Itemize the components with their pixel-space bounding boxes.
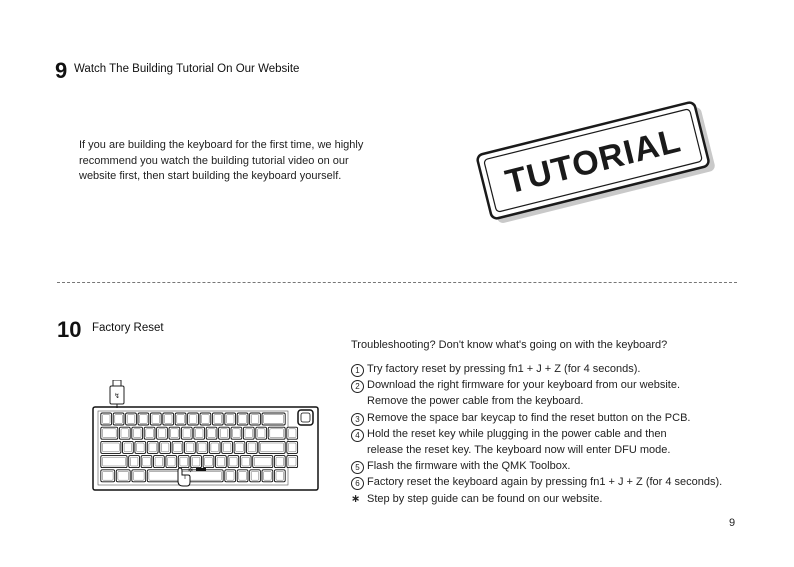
step-number-1: 1 [351, 364, 364, 377]
step-text: Factory reset the keyboard again by pressing fn1 + J + Z (for 4 seconds). [367, 476, 723, 489]
usb-cable-icon [110, 380, 124, 408]
step-number-5: 5 [351, 461, 364, 474]
paragraph-line: If you are building the keyboard for the first time, we highly [79, 139, 364, 151]
section-10-number: 10 [57, 317, 82, 342]
step-text: Try factory reset by pressing fn1 + J + Z (for 4 seconds). [367, 363, 641, 375]
step-item [351, 426, 722, 442]
section-10-title: Factory Reset [92, 322, 164, 334]
step-number-6: 6 [351, 477, 364, 490]
step-text-continued: release the reset key. The keyboard now will enter DFU mode. [367, 444, 671, 457]
svg-text:↯: ↯ [114, 392, 120, 400]
step-text: Flash the firmware with the QMK Toolbox. [367, 460, 571, 473]
step-item [351, 458, 722, 474]
asterisk-icon: ∗ [351, 492, 361, 505]
svg-text:✻: ✻ [188, 467, 194, 474]
reset-steps-list [351, 361, 722, 507]
keyboard-illustration [92, 380, 322, 492]
step-text: Remove the space bar keycap to find the reset button on the PCB. [367, 411, 691, 424]
paragraph-line: website first, then start building the keyboard yourself. [79, 170, 342, 182]
step-text-continued: Remove the power cable from the keyboard. [367, 395, 584, 408]
troubleshooting-question: Troubleshooting? Don't know what's going on with the keyboard? [351, 339, 668, 351]
note-item [351, 491, 722, 507]
step-text: Hold the reset key while plugging in the power cable and then [367, 427, 667, 440]
step-item [351, 377, 722, 393]
keyboard-keys [101, 413, 298, 482]
paragraph-line: recommend you watch the building tutorial video on our [79, 154, 349, 167]
step-item [351, 410, 722, 426]
tutorial-stamp [470, 95, 720, 225]
section-9-title: Watch The Building Tutorial On Our Website [74, 63, 300, 75]
section-divider [57, 282, 737, 283]
page-number: 9 [729, 517, 736, 529]
step-text: Download the right firmware for your keyboard from our website. [367, 379, 681, 392]
note-text: Step by step guide can be found on our website. [367, 492, 603, 505]
section-9-paragraph [79, 138, 363, 185]
step-number-2: 2 [351, 380, 364, 393]
section-9-number: 9 [55, 58, 68, 83]
step-number-4: 4 [351, 429, 364, 442]
step-item [351, 474, 722, 490]
keyboard-knob [298, 410, 313, 425]
stamp-text: TUTORIAL [501, 121, 685, 202]
step-item [351, 361, 722, 377]
step-number-3: 3 [351, 413, 364, 426]
